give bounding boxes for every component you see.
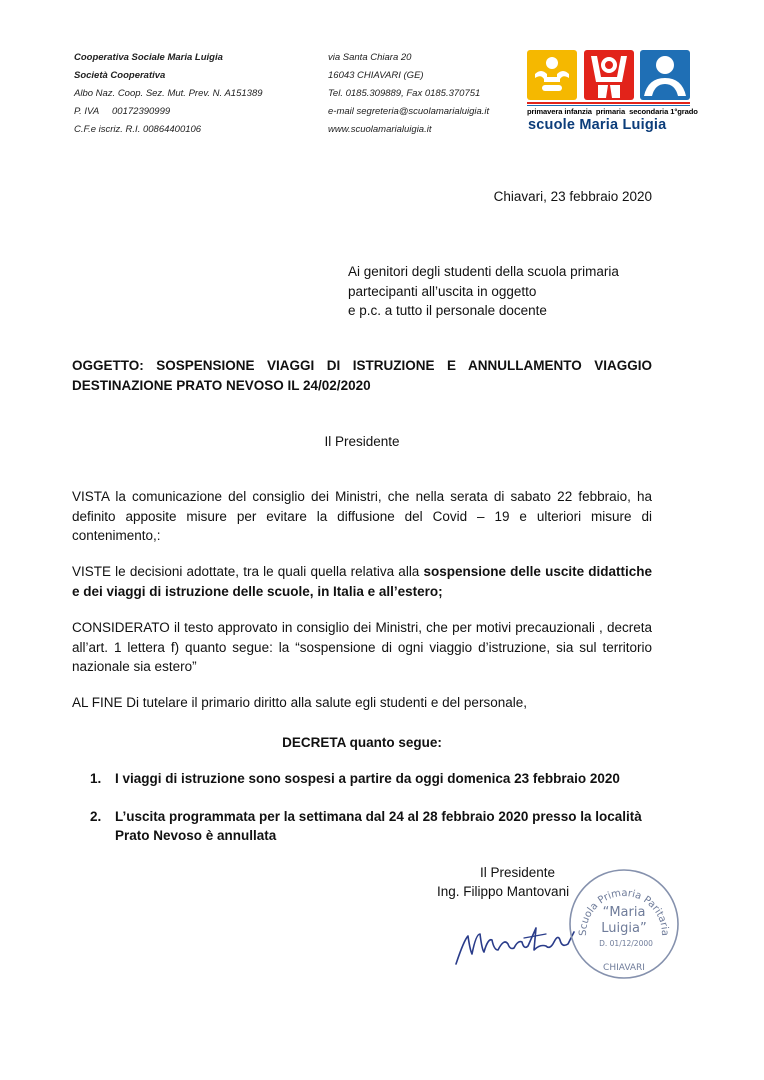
contact-address: via Santa Chiara 20: [328, 52, 412, 63]
logo-name: scuole Maria Luigia: [528, 117, 667, 133]
org-vat: P. IVA 00172390999: [74, 106, 171, 117]
contact-website: www.scuolamarialuigia.it: [328, 124, 432, 135]
contact-phone: Tel. 0185.309889, Fax 0185.370751: [328, 88, 481, 99]
org-type: Società Cooperativa: [74, 70, 166, 81]
list-item: [90, 769, 655, 789]
logo-bars: [527, 102, 690, 106]
subject-line-1: OGGETTO: SOSPENSIONE VIAGGI DI ISTRUZIONE E ANNULLAMENTO VIAGGIO: [72, 358, 652, 373]
logo-tagline: primavera infanzia primaria secondaria 1°grado: [527, 107, 698, 116]
stamp-center-line-1: “Maria: [602, 905, 646, 920]
school-stamp: [562, 862, 686, 986]
org-tax-code: C.F.e iscriz. R.I. 00864400106: [74, 124, 202, 135]
paragraph-considerato: CONSIDERATO il testo approvato in consiglio dei Ministri, che per motivi precauzionali , decreta all’art. 1 lettera f) quanto segue: la “sospensione di ogni viaggio d’istruzione, sia sul territorio nazionale sia estero”: [72, 620, 652, 674]
stamp-center-line-2: Luigia”: [601, 921, 647, 936]
org-register: Albo Naz. Coop. Sez. Mut. Prev. N. A151389: [74, 88, 263, 99]
signature-title: Il Presidente: [480, 865, 556, 880]
org-block: [74, 49, 314, 139]
logo-blue-figure-icon: [640, 50, 690, 100]
decree-list: [90, 769, 655, 846]
list-item-number: 2.: [90, 808, 102, 824]
list-item: [90, 807, 655, 846]
recipient-line-2: partecipanti all’uscita in oggetto: [348, 283, 537, 299]
stamp-bottom-text: CHIAVARI: [603, 963, 645, 973]
subject-block: [72, 356, 652, 395]
list-item-number: 1.: [90, 771, 102, 786]
recipient-block: [348, 262, 658, 321]
logo-red-figure-icon: [584, 50, 634, 100]
letter-date: Chiavari, 23 febbraio 2020: [493, 189, 652, 204]
stamp-arc-text: Scuola Primaria Paritaria: [577, 887, 671, 937]
logo-yellow-figure-icon: [527, 50, 577, 100]
paragraph-viste: [72, 562, 652, 601]
recipient-line-1: Ai genitori degli studenti della scuola primaria: [348, 264, 619, 279]
org-name: Cooperativa Sociale Maria Luigia: [74, 52, 223, 63]
list-item-text: I viaggi di istruzione sono sospesi a partire da oggi domenica 23 febbraio 2020: [115, 771, 620, 786]
viste-bold-text: sospensione delle uscite didattiche e dei viaggi di istruzione delle scuole, in Italia e all’estero;: [72, 564, 653, 599]
school-logo: [527, 50, 698, 136]
viste-text: VISTE le decisioni adottate, tra le quali quella relativa alla: [72, 564, 424, 579]
contact-block: [328, 49, 518, 139]
paragraph-vista: VISTA la comunicazione del consiglio dei Ministri, che nella serata di sabato 22 febbraio, ha definito apposite misure per evitare la diffusione del Covid – 19 e ulteriori misure di contenimento,:: [72, 489, 652, 543]
president-heading: Il Presidente: [324, 434, 400, 449]
signature-name: Ing. Filippo Mantovani: [437, 884, 570, 899]
subject-line-2: DESTINAZIONE PRATO NEVOSO IL 24/02/2020: [72, 377, 371, 393]
decreta-heading: DECRETA quanto segue:: [282, 735, 442, 750]
contact-email: e-mail segreteria@scuolamarialuigia.it: [328, 106, 490, 117]
stamp-date: D. 01/12/2000: [599, 939, 653, 948]
recipient-line-3: e p.c. a tutto il personale docente: [348, 303, 547, 318]
contact-city: 16043 CHIAVARI (GE): [328, 70, 424, 81]
list-item-text: L’uscita programmata per la settimana dal 24 al 28 febbraio 2020 presso la località Prato Nevoso è annullata: [115, 808, 642, 843]
paragraph-al-fine: AL FINE Di tutelare il primario diritto alla salute egli studenti e del personale,: [72, 695, 527, 710]
